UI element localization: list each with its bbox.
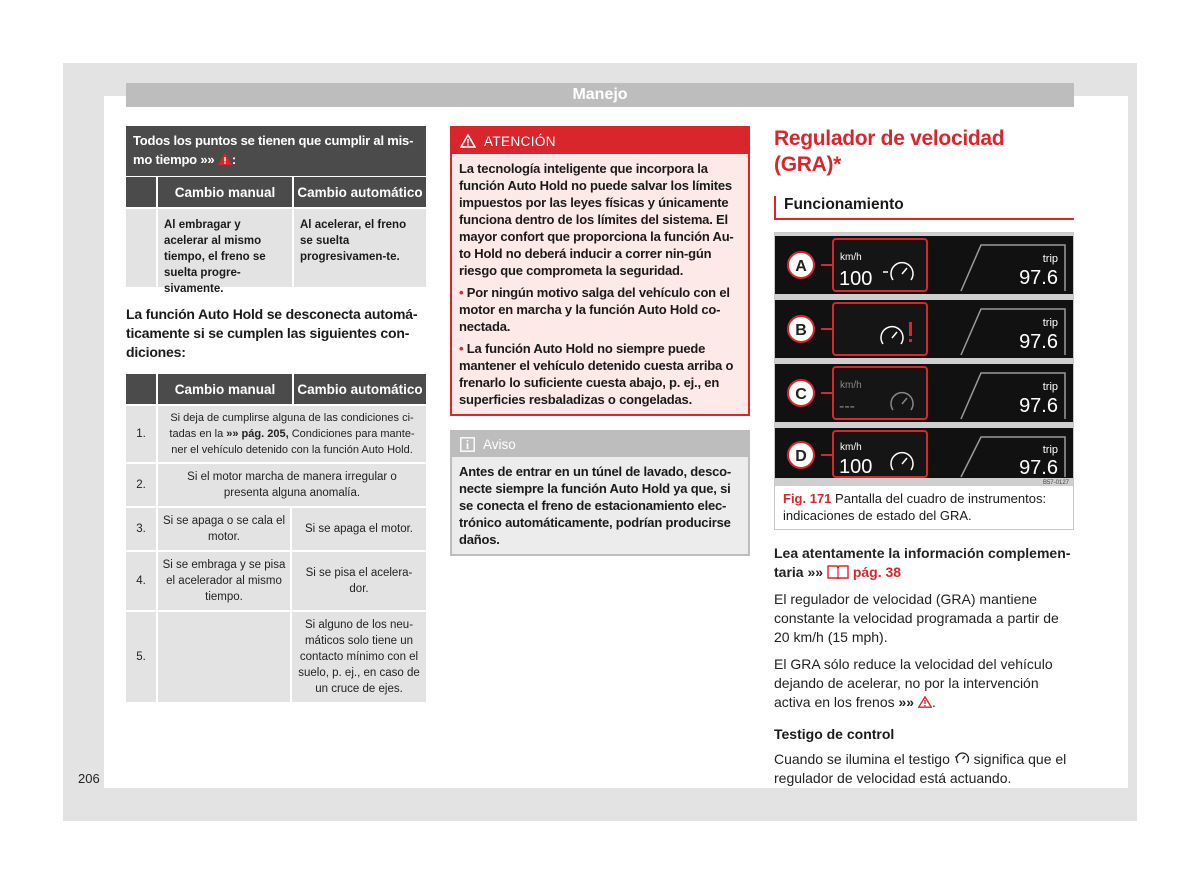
note-box	[450, 430, 750, 556]
col-manual: Cambio manual	[158, 177, 292, 207]
table-activation	[126, 177, 426, 295]
table-cell: Si se apaga el motor.	[290, 508, 426, 550]
left-column	[126, 126, 426, 702]
label-b: B	[795, 322, 807, 339]
info-icon	[460, 437, 475, 452]
book-icon	[827, 564, 849, 579]
exclamation-icon	[909, 322, 912, 342]
trip-value-c: 97.6	[1019, 395, 1058, 417]
table-cell	[156, 612, 290, 702]
bullet-icon: •	[459, 285, 464, 300]
note-header	[452, 432, 748, 457]
figure-caption: Fig. 171 Pantalla del cuadro de instrumentos: indicaciones de estado del GRA.	[775, 486, 1073, 529]
label-c: C	[795, 386, 807, 403]
table-cell: Al acelerar, el freno se suelta progresivamen-te.	[300, 219, 407, 263]
page-ref-link[interactable]: »» pág. 205,	[226, 428, 289, 440]
table-row	[126, 209, 426, 295]
arrows-icon: »»	[200, 152, 215, 167]
cruise-control-icon	[954, 751, 970, 765]
trip-label-c: trip	[1042, 381, 1058, 393]
box-title-line1: Todos los puntos se tienen que cumplir al mis-	[133, 133, 414, 148]
table-deactivation	[126, 374, 426, 702]
table-row: 1. Si deja de cumplirse alguna de las condiciones ci-tadas en la »» pág. 205, Condiciones para mante-ner el vehículo detenido con la función Auto Hold.	[126, 406, 426, 462]
trip-label-d: trip	[1042, 444, 1058, 456]
instrument-panel-figure	[775, 233, 1073, 486]
table-header	[126, 374, 426, 404]
note-body: Antes de entrar en un túnel de lavado, desco-necte siempre la función Auto Hold ya que, si se conecta el freno de estacionamiento elec-trónico automáticamente, podrían producirse daños.	[459, 464, 732, 547]
subsection-heading: Funcionamiento	[774, 196, 1074, 220]
table-row: 5. Si alguno de los neu-máticos solo tiene un contacto mínimo con el suelo, p. ej., en caso de un cruce de ejes.	[126, 612, 426, 702]
section-title: Regulador de velocidad (GRA)*	[774, 127, 1005, 176]
display-row-b	[775, 300, 1073, 358]
warning-box	[450, 126, 750, 416]
warning-triangle-icon	[460, 134, 476, 148]
paragraph-3: Cuando se ilumina el testigo significa que el regulador de velocidad está actuando.	[774, 751, 1067, 786]
display-row-a	[775, 236, 1073, 294]
section-link[interactable]: Condiciones para mante-ner el vehículo detenido con la función Auto Hold	[171, 428, 415, 456]
warning-triangle-icon[interactable]	[918, 696, 932, 708]
paragraph-2: El GRA sólo reduce la velocidad del vehículo dejando de acelerar, no por la intervención activa en los frenos »» .	[774, 656, 1053, 710]
trip-value-b: 97.6	[1019, 331, 1058, 353]
table-cell: Si deja de cumplirse alguna de las condiciones ci-tadas en la »» pág. 205, Condiciones para mante-ner el vehículo detenido con la función Auto Hold.	[156, 406, 426, 462]
instrument-displays	[775, 233, 1073, 486]
bullet-icon: •	[459, 341, 464, 356]
col-automatic: Cambio automático	[294, 177, 426, 207]
speed-value-c: ---	[839, 398, 855, 415]
warning-title: ATENCIÓN	[484, 133, 556, 149]
speed-unit-a: km/h	[840, 252, 862, 263]
label-d: D	[795, 448, 807, 465]
note-title: Aviso	[483, 437, 516, 452]
table-cell: Si se apaga o se cala el motor.	[156, 508, 290, 550]
speed-unit-c: km/h	[840, 380, 862, 391]
conditions-box-title	[126, 126, 426, 176]
label-a: A	[795, 258, 807, 275]
table-row: 4. Si se embraga y se pisa el acelerador al mismo tiempo. Si se pisa el acelera-dor.	[126, 552, 426, 610]
figure-label: Fig. 171	[783, 491, 832, 506]
paragraph-1: El regulador de velocidad (GRA) mantiene constante la velocidad programada a partir de 20 km/h (15 mph).	[774, 591, 1059, 645]
deactivation-intro: La función Auto Hold se desconecta automá-ticamente si se cumplen las siguientes con-diciones:	[126, 306, 418, 360]
table-cell: Si se pisa el acelera-dor.	[290, 552, 426, 610]
table-row: 2. Si el motor marcha de manera irregular o presenta alguna anomalía.	[126, 464, 426, 506]
speed-value-a: 100	[839, 268, 873, 290]
table-cell: Si el motor marcha de manera irregular o presenta alguna anomalía.	[156, 464, 426, 506]
table-row: 3. Si se apaga o se cala el motor. Si se apaga el motor.	[126, 508, 426, 550]
col-automatic: Cambio automático	[294, 374, 426, 404]
arrows-icon: »»	[807, 564, 824, 580]
middle-column	[450, 126, 750, 556]
warning-triangle-icon	[218, 153, 232, 165]
display-row-d	[775, 428, 1073, 479]
col-manual: Cambio manual	[158, 374, 292, 404]
figure-171	[774, 232, 1074, 530]
subheading-control-light: Testigo de control	[774, 726, 895, 742]
trip-label-b: trip	[1042, 317, 1058, 329]
speed-value-d: 100	[839, 456, 873, 478]
trip-value-d: 97.6	[1019, 457, 1058, 479]
table-cell: Si se embraga y se pisa el acelerador al mismo tiempo.	[156, 552, 290, 610]
trip-value-a: 97.6	[1019, 267, 1058, 289]
box-title-line2: mo tiempo »» :	[133, 152, 236, 167]
display-row-c	[775, 364, 1073, 422]
arrows-icon: »»	[898, 694, 915, 710]
section-header: Manejo	[126, 83, 1074, 107]
page-number: 206	[78, 771, 100, 786]
speed-unit-d: km/h	[840, 442, 862, 453]
trip-label-a: trip	[1042, 253, 1058, 265]
page-ref-link[interactable]: pág. 38	[852, 564, 902, 580]
table-cell: Si alguno de los neu-máticos solo tiene un contacto mínimo con el suelo, p. ej., en caso de un cruce de ejes.	[290, 612, 426, 702]
table-header	[126, 177, 426, 207]
figure-code: B57-0127	[1042, 480, 1069, 486]
right-column	[774, 126, 1074, 788]
table-cell: Al embragar y acelerar al mismo tiempo, el freno se suelta progre-sivamente.	[158, 209, 292, 287]
warning-header	[452, 128, 748, 154]
warning-body: La tecnología inteligente que incorpora la función Auto Hold no puede salvar los límites impuestos por las leyes físicas y únicamente funciona dentro de los límites del sistema. El mayor confort que proporciona la función Au-to Hold no deberá inducir a correr nin-gún riesgo que comprometa la seguridad. • Por ningún motivo salga del vehículo con el motor en marcha y la función Auto Hold co-nectada. • La función Auto Hold no siempre puede mantener el vehículo detenido cuesta arriba o frenarlo lo suficiente cuesta abajo, p. ej., en superficies resbaladizas o congeladas.	[459, 161, 734, 407]
read-more: Lea atentamente la información complemen-taria »» pág. 38	[774, 545, 1071, 580]
